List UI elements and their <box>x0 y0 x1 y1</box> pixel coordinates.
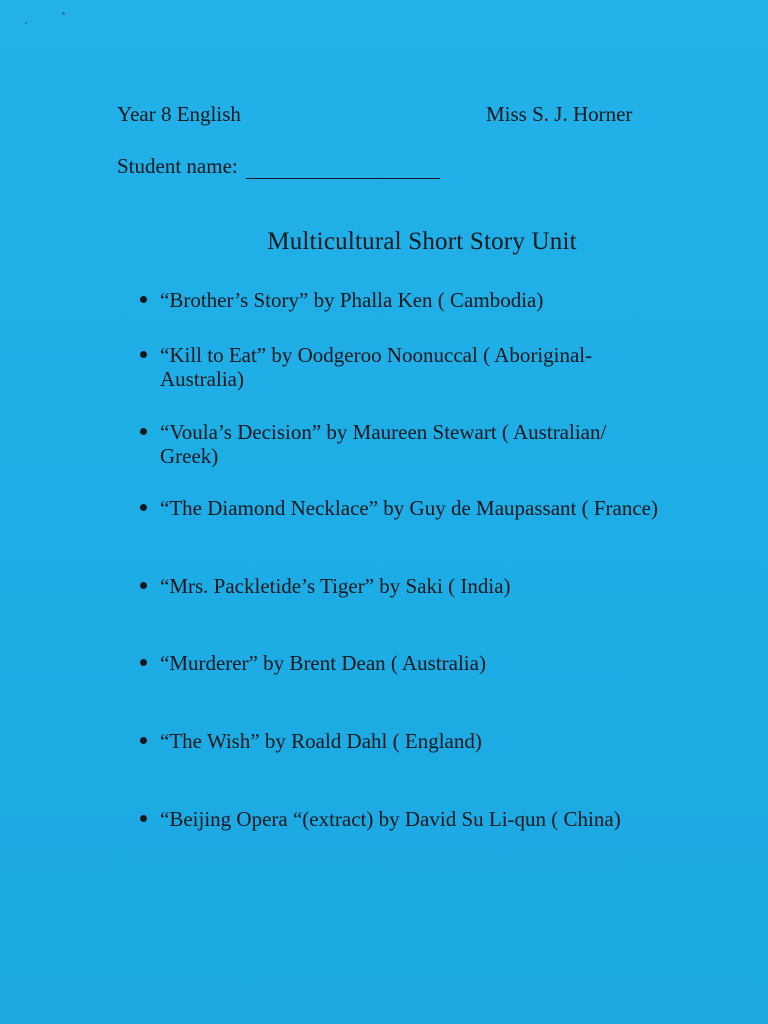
paper-speck <box>25 22 27 24</box>
bullet-icon <box>138 288 160 312</box>
list-item <box>138 420 658 468</box>
list-item <box>138 651 658 675</box>
paper-speck <box>62 12 65 15</box>
bullet-icon <box>138 574 160 598</box>
list-item <box>138 807 658 831</box>
list-item <box>138 343 658 391</box>
student-name-row <box>117 154 440 179</box>
story-title: “The Wish” by Roald Dahl ( England) <box>160 729 482 753</box>
story-title: “The Diamond Necklace” by Guy de Maupassant ( France) <box>160 496 658 520</box>
bullet-icon <box>138 807 160 831</box>
bullet-icon <box>138 651 160 675</box>
page-title: Multicultural Short Story Unit <box>267 228 577 255</box>
bullet-icon <box>138 729 160 753</box>
list-item <box>138 496 658 520</box>
bullet-icon <box>138 420 160 468</box>
list-item <box>138 729 658 753</box>
story-title: “Beijing Opera “(extract) by David Su Li-qun ( China) <box>160 807 621 831</box>
bullet-icon <box>138 496 160 520</box>
teacher-name: Miss S. J. Horner <box>486 102 633 126</box>
story-title: “Voula’s Decision” by Maureen Stewart ( Australian/ Greek) <box>160 420 607 468</box>
bullet-icon <box>138 343 160 391</box>
list-item <box>138 574 658 598</box>
list-item <box>138 288 658 312</box>
story-title: “Brother’s Story” by Phalla Ken ( Cambodia) <box>160 288 544 312</box>
student-name-blank[interactable] <box>246 158 440 179</box>
student-name-label: Student name: <box>117 154 238 178</box>
story-title: “Mrs. Packletide’s Tiger” by Saki ( India) <box>160 574 511 598</box>
story-title: “Kill to Eat” by Oodgeroo Noonuccal ( Aboriginal-Australia) <box>160 343 593 391</box>
story-title: “Murderer” by Brent Dean ( Australia) <box>160 651 486 675</box>
course-name: Year 8 English <box>117 102 241 126</box>
